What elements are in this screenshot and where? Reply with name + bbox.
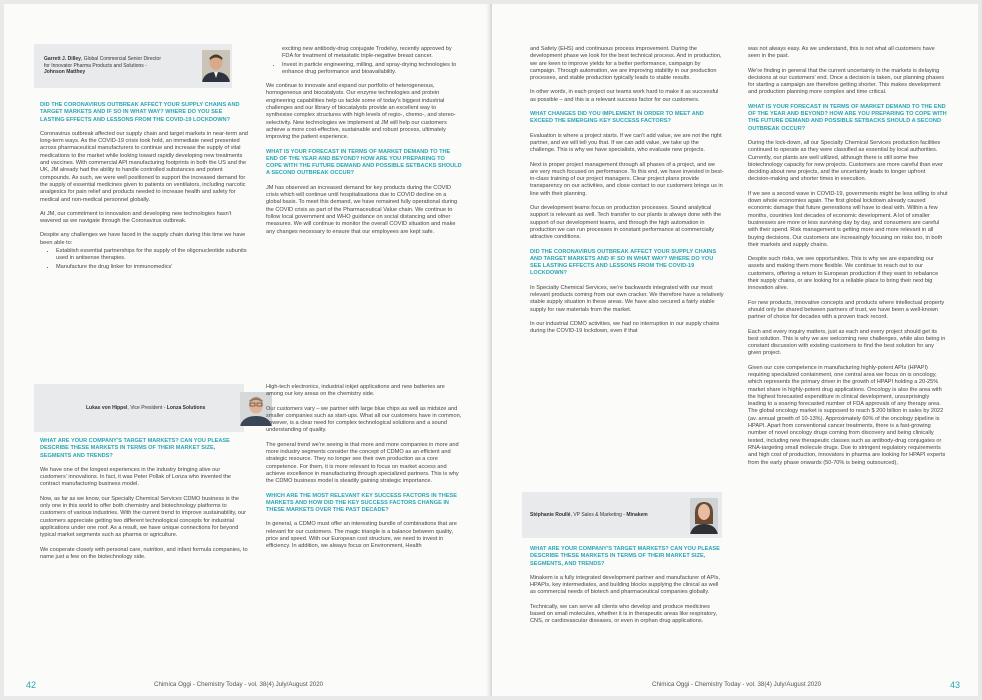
interviewee-card-vonhippel [34, 384, 244, 432]
question-heading: WHAT CHANGES DID YOU IMPLEMENT IN ORDER TO MEET AND EXCEED THE EMERGING KEY SUCCESS FACTORS? [530, 111, 704, 125]
answer-paragraph: was not always easy. As we understand, this is not what all customers have seen in the past. [748, 46, 935, 60]
interviewee-name: Lukas von Hippel [86, 405, 128, 411]
right-column-d [748, 46, 948, 474]
left-column-a-top [40, 102, 248, 278]
bullet-continuation: exciting new antibody-drug conjugate Trodelvy, recently approved by FDA for treatment of metastatic triple-negative breast cancer. [282, 46, 452, 60]
answer-paragraph: Now, as far as we know, our Specialty Chemical Services CDMO business is the only one in this world to offer both chemistry and biotechnology platforms to customers of various industries. With the current trend to improve sustainability, our customers appreciate getting two different technological concepts for industrial applications under one roof. As a result, we have unique connections for beyond typical market segments such as pharma or agriculture. [40, 495, 247, 539]
answer-paragraph: At JM, our commitment to innovation and developing new technologies hasn't wavered as we navigate through the Coronavirus outbreak. [40, 210, 232, 225]
left-page [4, 4, 490, 696]
bullet-item: • Establish essential partnerships for the supply of the oligonucleotide subunits used in antisense therapies. [56, 248, 248, 263]
interviewee-title: Vice President [130, 405, 163, 411]
interviewee-title: Global Commercial Senior Director [83, 56, 161, 62]
card-caption: Stéphanie Roullé, VP Sales & Marketing - Minakem [530, 512, 648, 518]
portrait-photo-roulle [690, 498, 718, 534]
right-column-c-bottom [530, 546, 724, 633]
answer-paragraph: Given our core competence in manufacturing highly-potent APIs (HPAPI) requiring specialized containment, one central area we focus on is oncology, which represents the primary driver in the growth of HPAPI holding a 20-25% market share in highly-potent drug applications. Oncology is also the area with the highest forecasted expenditure in clinical development, unsurprisingly leading to a soaring forecasted number of FDA approvals of any therapy area. The global oncology market is supposed to reach $ 200 billion in sales by 2022 (av. annual growth of 10-13%). Approximately 60% of the oncology pipeline is HPAPI. Apart from conventional cancer treatments, there is a fast-growing number of novel oncology drugs coming from discovery and being clinically tested, including new therapeutic classes such as antibody-drug conjugates or RNA-targeting small molecule drugs. Due to stringent regulatory requirements and high cost of production, innovators in pharma are looking for HPAPI experts from the early phase onwards (50-70% is being outsourced), [748, 364, 946, 466]
answer-paragraph: Technically, we can serve all clients who develop and produce medicines based on small molecules, whether it is in therapeutic areas like respiratory, CNS, or cardiovascular diseases, or even in orphan drug applications. [530, 603, 718, 625]
left-column-b-top [266, 46, 462, 243]
bullet-list [266, 62, 462, 77]
question-heading: WHAT ARE YOUR COMPANY'S TARGET MARKETS? CAN YOU PLEASE DESCRIBE THESE MARKETS IN TERMS OF THEIR MARKET SIZE, SEGMENTS, AND TRENDS? [530, 546, 720, 567]
answer-paragraph: In Specialty Chemical Services, we're backwards integrated with our most relevant products coming from our own cracker. We therefore have a relatively stable supply situation in these areas. We have also secured a fairly stable supply for raw materials from the market. [530, 284, 724, 313]
question-heading: DID THE CORONAVIRUS OUTBREAK AFFECT YOUR SUPPLY CHAINS AND TARGET MARKETS AND IF SO IN WHAT WAY? WHERE DO YOU SEE LASTING EFFECTS AND LESSONS FROM THE COVID-19 LOCKDOWN? [40, 102, 240, 123]
answer-paragraph: Our customers vary – we partner with large blue chips as well as midsize and smaller companies such as start-ups. What all our customers have in common, however, is a clear need for complex technological solutions and a sound understanding of quality. [266, 405, 462, 434]
portrait-photo-dilley [202, 50, 230, 82]
question-heading: DID THE CORONAVIRUS OUTBREAK AFFECT YOUR SUPPLY CHAINS AND TARGET MARKETS AND IF SO IN WHAT WAY? WHERE DO YOU SEE LASTING EFFECTS AND LESSONS FROM THE COVID-19 LOCKDOWN? [530, 248, 717, 277]
page-footer: Chimica Oggi - Chemistry Today - vol. 38(4) July/August 2020 [652, 681, 822, 688]
answer-paragraph: Despite such risks, we see opportunities. This is why we are expanding our assets and making them more flexible. We continue to reach out to our customers, offering a return to European production if they want to rebalance their supply chains, or are looking for a reliable place to bring their next big innovation alive. [748, 256, 939, 292]
answer-paragraph: and Safety (EHS) and continuous process improvement. During the development phase we look for the best technical process. And in production, we are keen to improve yields for a better performance, campaign by campaign. Through automation, we are improving stability in our production processes, and stable production typically leads to stable results. [530, 46, 722, 82]
answer-paragraph: Evaluation is where a project starts. If we can't add value, we are not the right partner, and we will tell you that. If we can add value, we take up the challenge. This is why we have specialists, who evaluate new projects. [530, 132, 722, 154]
card-caption: Garrett J. Dilley, Global Commercial Senior Director for Innovator Pharma Products and Solutions - Johnson Matthey [44, 56, 161, 76]
answer-paragraph: JM has observed an increased demand for key products during the COVID crisis which will continue until hospitalisations due to COVID decline on a global basis. To meet this demand, we have remained fully operational during the COVID crisis as part of the Pharmaceutical Value chain. We continue to follow local government and WHO guidance on social distancing and other measures. We will continue to monitor the overall COVID situation and make any changes necessary to ensure that our employees are kept safe. [266, 184, 458, 235]
portrait-image [202, 50, 230, 82]
answer-paragraph: In our industrial CDMO activities, we had no interruption in our supply chains during the COVID-19 lockdown, even if that [530, 320, 720, 335]
answer-paragraph: Coronavirus outbreak affected our supply chain and target markets in near-term and long-term ways. As the COVID-19 crisis took hold, an immediate need presented across pharmaceutical manufacturers to continue and increase the supply of vital medications to the market while looking toward rapidly developing new treatments and vaccines. With commercial API manufacturing footprints in both the US and the UK, JM already had the ability to handle controlled substances and potent compounds. As such, we were well positioned to support the increased demand for the supply of essential medicines given to patients on ventilators, including narcotic analgesics for pain relief and products needed to increase health and safety for medical and non-medical personnel globally. [40, 130, 248, 203]
left-column-b-bottom [266, 384, 462, 558]
question-heading: WHAT ARE YOUR COMPANY'S TARGET MARKETS? CAN YOU PLEASE DESCRIBE THESE MARKETS IN TERMS OF THEIR MARKET SIZE, SEGMENTS AND TRENDS? [40, 438, 230, 459]
answer-paragraph: The general trend we're seeing is that more and more companies in more and more industry segments consider the concept of CDMO as an efficient and strategic resource. They no longer see their own production as a core competence. For them, it is more relevant to focus on market access and achieve excellence in manufacturing through specialized partners. This is why the CDMO business model is steadily gaining strategic importance. [266, 441, 459, 485]
answer-paragraph: In other words, in each project our teams work hard to make it as successful as possible – and this is a relevant success factor for our customers. [530, 89, 719, 103]
answer-paragraph: Minakem is a fully integrated development partner and manufacturer of APIs, HPAPIs, key intermediates, and building blocks supplying the clinical as well as commercial needs of biotech and pharmaceutical companies globally. [530, 574, 720, 596]
right-page [492, 4, 978, 696]
interviewee-title: VP Sales & Marketing [573, 512, 622, 518]
answer-paragraph: We continue to innovate and expand our portfolio of heterogeneous, homogeneous and biocatalysts. Our enzyme technologies and protein engineering capabilities help us tackle some of today's biggest industrial challenges and our library of biocatalysts provide an excellent way to synthesise complex structures with high levels of regio-, chemo-, and stereo-selectivity. New technologies we implement at JM will help our customers achieve a more cost-effective, sustainable and robust process, ultimately improving the patient experience. [266, 83, 456, 141]
answer-paragraph: We have one of the longest experiences in the industry bringing alive our customers' innovations. In fact, it was Peter Pollak of Lonza who invented the contract manufacturing business model. [40, 466, 232, 488]
right-column-c [530, 46, 724, 343]
interviewee-name: Garrett J. Dilley [44, 56, 81, 62]
bullet-item: • Manufacture the drug linker for immunomedics' [56, 264, 248, 271]
answer-paragraph: During the lock-down, all our Specialty Chemical Services production facilities continued to operate as they were classified as essential by local authorities. Currently, our plants are well utilized, although there is still some free biotechnology capacity for new projects. Customers are more careful than ever deciding about new projects, and the uncertainty leads to longer upfront decision-making and shorter times in execution. [748, 139, 943, 183]
bullet-list [40, 248, 248, 271]
answer-paragraph: Each and every inquiry matters, just as each and every project should get its best solution. This is why we are welcoming new challenges, while also being in constant discussion with existing customers to find the best solution for any given project. [748, 328, 946, 357]
magazine-spread [4, 4, 978, 696]
page-number: 43 [949, 680, 960, 690]
question-heading: WHICH ARE THE MOST RELEVANT KEY SUCCESS FACTORS IN THESE MARKETS AND HOW DID THE KEY SUCCESS FACTORS CHANGE IN THESE MARKETS OVER THE PAST DECADE? [266, 492, 457, 514]
answer-paragraph: We're finding in general that the current uncertainty in the markets is delaying decisions at our customers' end. Once a decision is taken, our planning phases for starting a campaign are therefore getting shorter. This makes development and production planning more complex and time critical. [748, 67, 945, 96]
interviewee-company: Johnson Matthey [44, 69, 86, 76]
interviewee-card-roulle [522, 492, 722, 538]
answer-paragraph: Despite any challenges we have faced in the supply chain during this time we have been able to: [40, 232, 246, 246]
answer-paragraph: For new products, innovative concepts and products where intellectual property should only be shared between partners of trust, we have been a well-known partner of choice for decades with a proven track record. [748, 299, 945, 321]
answer-paragraph: We cooperate closely with personal care, nutrition, and infant formula companies, to name just a few on the biotechnology side. [40, 546, 248, 560]
answer-paragraph: Next is proper project management through all phases of a project, and we are very much focused on performance. To this end, we have invested in best-in-class training of our project managers. Clear project plans provide transparency on our activities, and close contact to our customers brings us in line with their planning. [530, 161, 724, 197]
interviewee-title-2: for Innovator Pharma Products and Solutions - [44, 62, 147, 69]
interviewee-company: Minakem [626, 512, 648, 518]
answer-paragraph: If we see a second wave in COVID-19, governments might be less willing to shut down whole economies again. The first global lockdown already caused economic damage that future generations will have to deal with. Within a few months, countries lost decades of economic development. A lot of smaller businesses are more or less surviving day by day, and consumers are careful with their spend. Risk management is getting more and more relevant in all buying decisions. Our customers are increasingly focusing on risks too, in both their markets and supply chains. [748, 190, 948, 248]
question-heading: WHAT IS YOUR FORECAST IN TERMS OF MARKET DEMAND TO THE END OF THE YEAR AND BEYOND? HOW ARE YOU PREPARING TO COPE WITH THE FUTURE DEMAND AND POSSIBLE SETBACKS SHOULD A SECOND OUTBREAK OCCUR? [266, 148, 462, 177]
bullet-item: • Invest in particle engineering, milling, and spray-drying technologies to enhance drug performance and bioavailability. [282, 62, 462, 77]
page-number: 42 [26, 680, 37, 690]
question-heading: WHAT IS YOUR FORECAST IN TERMS OF MARKET DEMAND TO THE END OF THE YEAR AND BEYOND? HOW ARE YOU PREPARING TO COPE WITH THE FUTURE DEMAND AND POSSIBLE SETBACKS SHOULD A SECOND OUTBREAK OCCUR? [748, 103, 947, 132]
left-column-a-bottom [40, 438, 248, 568]
answer-paragraph: In general, a CDMO must offer an interesting bundle of combinations that are relevant for our customers. The magic triangle is a balance between quality, price and speed. With our European cost structure, we need to invest in efficiency. In addition, we always focus on Environment, Health [266, 521, 457, 550]
portrait-image [690, 498, 718, 534]
answer-paragraph: Our development teams focus on production processes. Sound analytical support is relevant as well. Tech transfer to our plants is always done with the support of our development teams, and through the high automation in production we can run processes in constant performance at commercially attractive conditions. [530, 205, 722, 241]
interviewee-company: Lonza Solutions [166, 405, 206, 411]
interviewee-card-dilley [34, 44, 232, 88]
answer-paragraph: High-tech electronics, industrial inkjet applications and new batteries are among our key areas on the chemistry side. [266, 384, 445, 398]
interviewee-name: Stéphanie Roullé [530, 512, 571, 518]
card-caption: Lukas von Hippel, Vice President - Lonza Solutions [86, 405, 206, 411]
page-footer: Chimica Oggi - Chemistry Today - vol. 38(4) July/August 2020 [154, 681, 324, 688]
